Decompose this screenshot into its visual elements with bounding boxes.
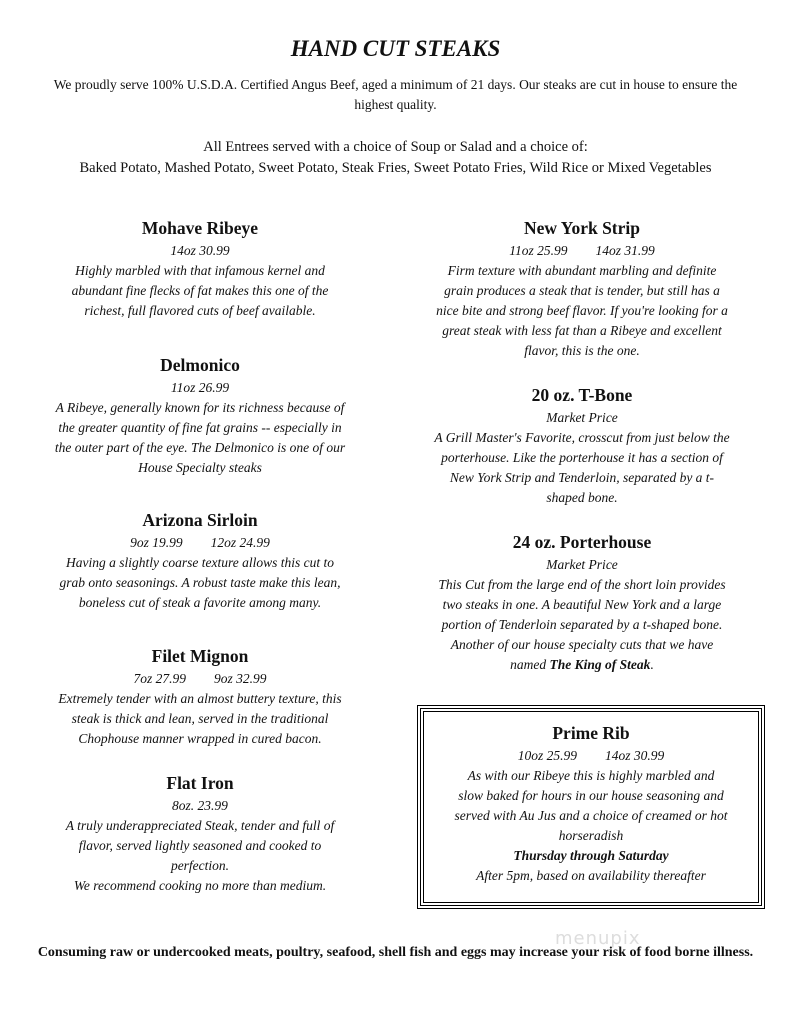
line-text: shaped bone. xyxy=(546,490,618,505)
line-text: Firm texture with abundant marbling and definite xyxy=(447,263,717,278)
item-description-line xyxy=(402,655,762,675)
line-text: Having a slightly coarse texture allows this cut to xyxy=(66,555,334,570)
watermark: menupix xyxy=(555,928,641,949)
line-text: portion of Tenderloin separated by a t-shaped bone. xyxy=(441,617,723,632)
item-prices xyxy=(402,241,762,261)
line-text: flavor, this is the one. xyxy=(524,343,640,358)
line-text: Another of our house specialty cuts that we have xyxy=(450,637,714,652)
item-description-line xyxy=(402,595,762,615)
line-text: A Ribeye, generally known for its richness because of xyxy=(55,400,345,415)
item-description-line xyxy=(402,488,762,508)
item-description-line xyxy=(20,261,380,281)
item-price: Market Price xyxy=(546,410,618,425)
item-description-line xyxy=(402,468,762,488)
menu-item xyxy=(20,354,380,478)
item-price: 14oz 30.99 xyxy=(170,243,230,258)
line-text: the outer part of the eye. The Delmonico is one of our xyxy=(54,440,346,455)
item-description-line xyxy=(20,856,380,876)
item-price: 9oz 19.99 xyxy=(130,535,183,550)
line-text: grab onto seasonings. A robust taste make this lean, xyxy=(59,575,341,590)
menu-item xyxy=(402,531,762,675)
line-text: two steaks in one. A beautiful New York and a large xyxy=(442,597,722,612)
line-text: New York Strip and Tenderloin, separated by a t- xyxy=(449,470,715,485)
item-prices xyxy=(20,533,380,553)
item-name: 20 oz. T-Bone xyxy=(531,385,633,405)
line-text: This Cut from the large end of the short loin provides xyxy=(438,577,726,592)
prime-rib-box xyxy=(420,708,762,906)
item-description-line xyxy=(20,729,380,749)
item-name: Prime Rib xyxy=(552,723,630,743)
item-price: 10oz 25.99 xyxy=(517,748,577,763)
line-text: the greater quantity of fine fat grains -- especially in xyxy=(58,420,342,435)
item-prices xyxy=(402,408,762,428)
line-text: great steak with less fat than a Ribeye and excellent xyxy=(442,323,722,338)
item-name: New York Strip xyxy=(523,218,640,238)
item-price: Market Price xyxy=(546,557,618,572)
item-price: 14oz 30.99 xyxy=(605,748,665,763)
line-text: Highly marbled with that infamous kernel and xyxy=(75,263,325,278)
menu-item xyxy=(402,217,762,361)
line-text: boneless cut of steak a favorite among many. xyxy=(78,595,322,610)
entrees-note xyxy=(20,137,771,179)
item-description-line xyxy=(402,448,762,468)
item-price: 9oz 32.99 xyxy=(214,671,267,686)
item-description-line xyxy=(20,301,380,321)
sides-line: Baked Potato, Mashed Potato, Sweet Potato, Steak Fries, Sweet Potato Fries, Wild Rice or Mixed Vegetables xyxy=(79,160,712,176)
line-text: Extremely tender with an almost buttery texture, this xyxy=(58,691,342,706)
item-prices xyxy=(20,669,380,689)
availability-note: After 5pm, based on availability thereafter xyxy=(476,868,706,883)
item-description-line xyxy=(20,418,380,438)
item-description-line xyxy=(20,816,380,836)
item-description-line xyxy=(20,573,380,593)
item-price: 8oz. 23.99 xyxy=(172,798,228,813)
line-text: named xyxy=(510,657,547,672)
item-description-line xyxy=(20,281,380,301)
menu-item xyxy=(20,772,380,896)
item-description-line xyxy=(402,321,762,341)
item-description-line xyxy=(20,836,380,856)
item-description-line xyxy=(20,458,380,478)
item-description-line xyxy=(402,301,762,321)
item-description-line: served with Au Jus and a choice of creamed or hot xyxy=(454,808,728,823)
menu-item xyxy=(20,509,380,613)
item-description-line xyxy=(402,575,762,595)
page-title: HAND CUT STEAKS xyxy=(290,36,501,61)
item-prices xyxy=(402,555,762,575)
item-description-line: slow baked for hours in our house seasoning and xyxy=(458,788,724,803)
item-price: 11oz 26.99 xyxy=(170,380,230,395)
line-text: porterhouse. Like the porterhouse it has a section of xyxy=(441,450,723,465)
entrees-line: All Entrees served with a choice of Soup or Salad and a choice of: xyxy=(203,139,588,155)
line-text: A truly underappreciated Steak, tender and full of xyxy=(65,818,335,833)
item-name: Delmonico xyxy=(160,355,240,375)
item-description-line xyxy=(402,428,762,448)
line-text: nice bite and strong beef flavor. If you're looking for a xyxy=(436,303,728,318)
item-name: 24 oz. Porterhouse xyxy=(512,532,652,552)
line-text: House Specialty steaks xyxy=(138,460,262,475)
item-name: Filet Mignon xyxy=(151,646,249,666)
item-description-line xyxy=(402,615,762,635)
item-name: Arizona Sirloin xyxy=(142,510,258,530)
item-prices xyxy=(20,241,380,261)
line-text: richest, full flavored cuts of beef available. xyxy=(84,303,316,318)
item-prices xyxy=(424,746,758,766)
item-description-line xyxy=(402,261,762,281)
line-text: flavor, served lightly seasoned and cooked to xyxy=(78,838,322,853)
item-description-line xyxy=(20,553,380,573)
item-description-line xyxy=(402,635,762,655)
item-prices xyxy=(20,378,380,398)
item-price: 11oz 25.99 xyxy=(509,243,568,258)
item-description-line xyxy=(20,398,380,418)
item-description-line xyxy=(402,341,762,361)
item-prices xyxy=(20,796,380,816)
menu-item xyxy=(20,217,380,321)
item-price: 7oz 27.99 xyxy=(133,671,186,686)
item-description-line xyxy=(20,438,380,458)
item-description-line xyxy=(20,709,380,729)
item-description-line: As with our Ribeye this is highly marbled and xyxy=(467,768,715,783)
menu-item-prime-rib xyxy=(424,712,758,886)
health-warning: Consuming raw or undercooked meats, poultry, seafood, shell fish and eggs may increase your risk of food borne illness. xyxy=(37,945,754,960)
emphasis-text: The King of Steak xyxy=(549,657,651,672)
line-text: perfection. xyxy=(170,858,230,873)
item-description-line xyxy=(402,281,762,301)
line-text: abundant fine flecks of fat makes this one of the xyxy=(71,283,329,298)
line-text: Chophouse manner wrapped in cured bacon. xyxy=(78,731,322,746)
line-end: . xyxy=(650,657,654,672)
item-description-line: horseradish xyxy=(558,828,624,843)
item-name: Mohave Ribeye xyxy=(141,218,259,238)
item-description-line xyxy=(20,593,380,613)
availability-days: Thursday through Saturday xyxy=(513,848,669,863)
item-description-line xyxy=(20,876,380,896)
line-text: We recommend cooking no more than medium. xyxy=(73,878,327,893)
item-name: Flat Iron xyxy=(166,773,234,793)
item-price: 12oz 24.99 xyxy=(210,535,270,550)
item-description-line xyxy=(20,689,380,709)
item-price: 14oz 31.99 xyxy=(595,243,655,258)
intro-text: We proudly serve 100% U.S.D.A. Certified Angus Beef, aged a minimum of 21 days. Our steaks are cut in house to ensure the highest quality. xyxy=(53,77,738,112)
line-text: A Grill Master's Favorite, crosscut from just below the xyxy=(434,430,730,445)
menu-item xyxy=(20,645,380,749)
line-text: grain produces a steak that is tender, but still has a xyxy=(444,283,720,298)
menu-item xyxy=(402,384,762,508)
line-text: steak is thick and lean, served in the traditional xyxy=(71,711,329,726)
